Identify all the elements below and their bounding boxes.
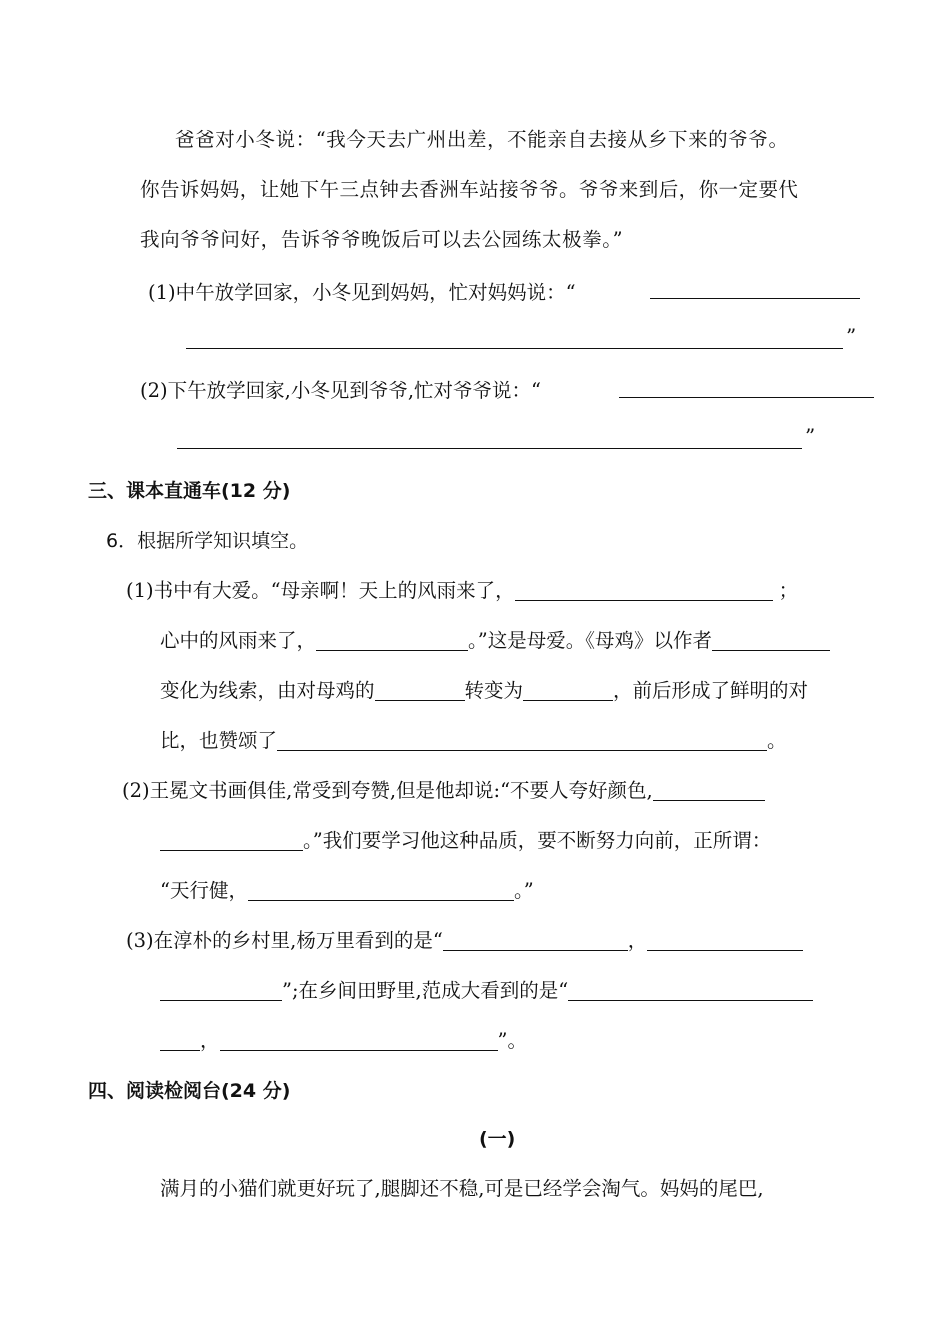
answer-blank[interactable] <box>248 880 514 901</box>
q6-part-3-line-2: ”;在乡间田野里,范成大看到的是“ <box>160 977 813 1005</box>
q6-part-3-line-1: (3)在淳朴的乡村里,杨万里看到的是“ ， <box>126 927 803 955</box>
answer-blank[interactable] <box>186 348 843 349</box>
q6-part-2-line-2: 。”我们要学习他这种品质，要不断努力向前，正所谓： <box>160 827 771 855</box>
q6-part-1-line-3: 变化为线索，由对母鸡的 转变为 ，前后形成了鲜明的对 <box>160 679 809 702</box>
q6-part-1-line-1: (1)书中有大爱。“母亲啊！天上的风雨来了， ； <box>126 579 799 602</box>
question-6: 6．根据所学知识填空。 <box>106 530 309 552</box>
answer-blank[interactable] <box>712 630 830 651</box>
answer-blank[interactable] <box>515 580 773 601</box>
close-quote: ” <box>805 424 816 448</box>
answer-blank[interactable] <box>160 830 303 851</box>
answer-blank[interactable] <box>177 448 802 449</box>
reading-part-heading: (一) <box>479 1128 516 1150</box>
answer-blank[interactable] <box>220 1030 498 1051</box>
q5-item-2: (2)下午放学回家,小冬见到爷爷,忙对爷爷说：“ <box>140 379 541 402</box>
reading-passage-line-1: 满月的小猫们就更好玩了,腿脚还不稳,可是已经学会淘气。妈妈的尾巴, <box>160 1177 764 1200</box>
answer-blank[interactable] <box>375 680 465 701</box>
q6-part-3-line-3: ， ”。 <box>160 1027 527 1055</box>
q6-part-2-line-3: “天行健， 。” <box>160 879 534 902</box>
passage-line-1: 爸爸对小冬说：“我今天去广州出差，不能亲自去接从乡下来的爷爷。 <box>175 128 789 151</box>
answer-blank[interactable] <box>160 980 282 1001</box>
passage-line-3: 我向爷爷问好，告诉爷爷晚饭后可以去公园练太极拳。” <box>140 228 624 251</box>
q6-part-1-line-4: 比，也赞颂了 。 <box>160 729 787 752</box>
section-4-title: 四、阅读检阅台(24 分) <box>88 1080 291 1102</box>
answer-blank[interactable] <box>523 680 613 701</box>
q5-item-1: (1)中午放学回家，小冬见到妈妈，忙对妈妈说：“ <box>148 281 576 304</box>
answer-blank[interactable] <box>650 298 860 299</box>
close-quote: ” <box>846 324 857 348</box>
q6-part-2-line-1: (2)王冕文书画俱佳,常受到夸赞,但是他却说:“不要人夸好颜色, <box>122 777 765 805</box>
answer-blank[interactable] <box>647 930 803 951</box>
answer-blank[interactable] <box>443 930 628 951</box>
passage-line-2: 你告诉妈妈，让她下午三点钟去香洲车站接爷爷。爷爷来到后，你一定要代 <box>140 178 799 201</box>
answer-blank[interactable] <box>568 980 813 1001</box>
answer-blank[interactable] <box>653 780 765 801</box>
answer-blank[interactable] <box>619 397 874 398</box>
answer-blank[interactable] <box>316 630 468 651</box>
answer-blank[interactable] <box>160 1030 200 1051</box>
section-3-title: 三、课本直通车(12 分) <box>88 480 291 502</box>
q6-part-1-line-2: 心中的风雨来了， 。”这是母爱。《母鸡》以作者 <box>160 627 830 655</box>
answer-blank[interactable] <box>277 730 767 751</box>
